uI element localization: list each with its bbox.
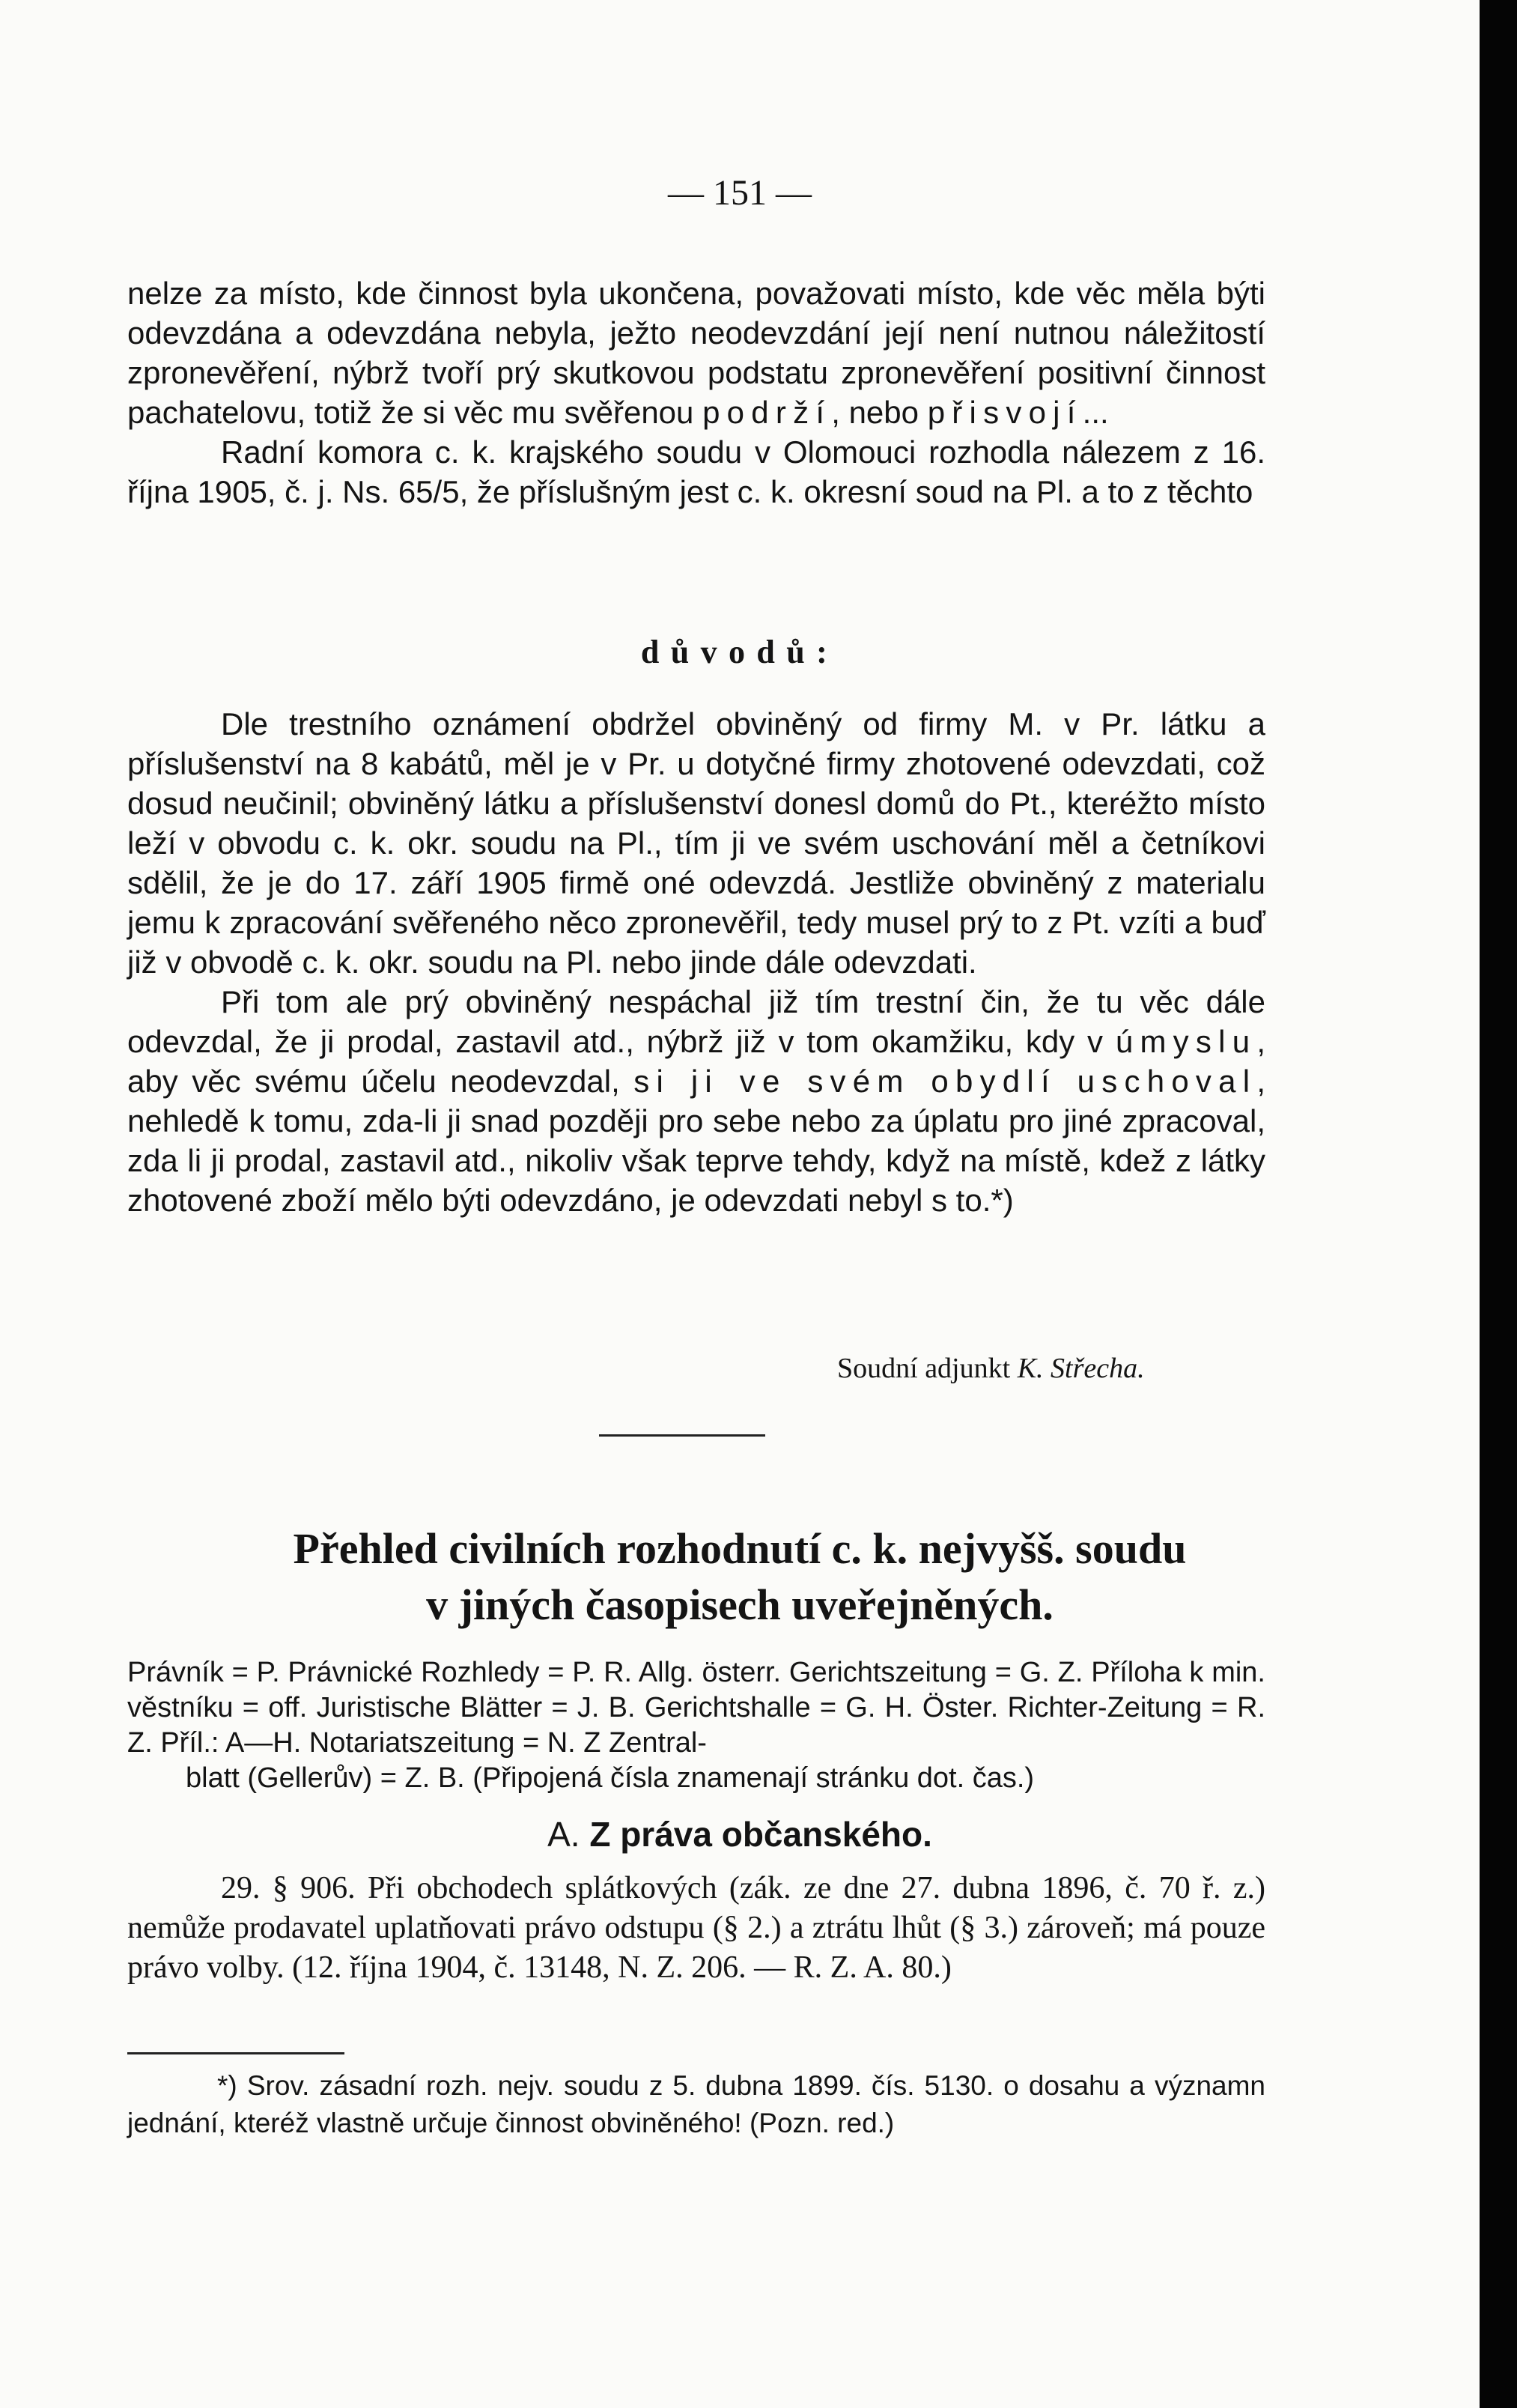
signature-role: Soudní adjunkt [837,1353,1011,1384]
section-title [0,1520,1480,1633]
intro-text [127,273,1265,512]
paragraph-4-text-a: Při tom ale prý obviněný nespáchal již tím trestní čin, že tu věc dále odevzdal, že ji prodal, zastavil atd., nýbrž již v tom okamžiku, kdy v [127,984,1265,1059]
paragraph-1-ellipsis: ... [1082,395,1109,430]
footnote-mark: *) [217,2070,237,2101]
subsection-title: Z práva občanského. [589,1815,932,1854]
paragraph-4 [127,982,1265,1220]
section-separator [599,1434,765,1437]
reasons-heading: důvodů: [640,634,839,670]
paragraph-2: Radní komora c. k. krajského soudu v Olomouci rozhodla nálezem z 16. října 1905, č. j. Ns. 65/5, že příslušným jest c. k. okresní soud na Pl. a to z těchto [127,434,1265,509]
paragraph-3: Dle trestního oznámení obdržel obviněný od firmy M. v Pr. látku a příslušenství na 8 kabátů, měl je v Pr. u dotyčné firmy zhotovené odevzdati, což dosud neučinil; obviněný látku a příslušenství donesl domů do Pt., kteréžto místo leží v obvodu c. k. okr. soudu na Pl., tím ji ve svém uschování měl a četníkovi sdělil, že je do 17. září 1905 firmě oné odevzdá. Jestliže obviněný z materialu jemu k zpracování svěřeného něco zpronevěřil, tedy musel prý to z Pt. vzíti a buď již v obvodě c. k. okr. soudu na Pl. nebo jinde dále odevzdati. [127,706,1265,980]
abbreviations-hang: blatt (Gellerův) = Z. B. (Připojená čísla znamenají stránku dot. čas.) [186,1762,1035,1794]
emphasis-umyslu: úmyslu [1115,1024,1257,1059]
subsection-heading [0,1814,1480,1854]
footnote-text: Srov. zásadní rozh. nejv. soudu z 5. dubna 1899. čís. 5130. o dosahu a významn jednání, kteréž vlastně určuje činnost obviněného! (Pozn. red.) [127,2070,1266,2138]
paragraph-1-text: nelze za místo, kde činnost byla ukončena, považovati místo, kde věc měla býti odevzdána a odevzdána nebyla, ježto neodevzdání její není nutnou náležitostí zpronevěření, nýbrž tvoří prý skutkovou podstatu zpronevěření positivní činnost pachatelovu, totiž že si věc mu svěřenou [127,276,1265,430]
footnote-rule [127,2052,344,2054]
page-number: — 151 — [668,173,812,213]
scan-dark-edge [1480,0,1517,2408]
abbreviations-main: Právník = P. Právnické Rozhledy = P. R. Allg. österr. Gerichtszeitung = G. Z. Příloha k min. věstníku = off. Juristische Blätter = J. B. Gerichtshalle = G. H. Öster. Richter-Zeitung = R. Z. Příl.: A—H. Notariatszeitung = N. Z Zentral- [127,1657,1265,1759]
reasons-text [127,704,1265,1220]
signature [837,1352,1145,1385]
section-title-line-1: Přehled civilních rozhodnutí c. k. nejvyšš. soudu [293,1524,1187,1573]
subsection-prefix: A. [547,1815,580,1854]
footnote [127,2067,1265,2142]
decision-text: 29. § 906. Při obchodech splátkových (zák. ze dne 27. dubna 1896, č. 70 ř. z.) nemůže prodavatel uplatňovati právo odstupu (§ 2.) a ztrátu lhůt (§ 3.) zároveň; má pouze právo volby. (12. října 1904, č. 13148, N. Z. 206. — R. Z. A. 80.) [127,1871,1265,1985]
signature-name: K. Střecha. [1017,1353,1145,1384]
paragraph-4-text-c: , nehledě k tomu, zda-li ji snad později pro sebe nebo za úplatu pro jiné zpracoval, zda li ji prodal, zastavil atd., nikoliv však teprve tehdy, když na místě, kdež z látky zhotovené zboží mělo býti odevzdáno, je odevzdati nebyl s to.*) [127,1064,1265,1218]
paragraph-1 [127,273,1265,432]
section-title-line-2: v jiných časopisech uveřejněných. [426,1580,1054,1629]
emphasis-podrzi: podrží [702,395,832,430]
decision-29 [127,1869,1265,1988]
paragraph-4-text-b: , aby věc svému účelu neodevzdal, [127,1024,1265,1099]
emphasis-prisvoji: přisvojí [927,395,1083,430]
paragraph-1-conj: , nebo [831,395,919,430]
abbreviations-legend [127,1655,1265,1796]
emphasis-si-ji-uschoval: si ji ve svém obydlí uschoval [633,1064,1257,1099]
